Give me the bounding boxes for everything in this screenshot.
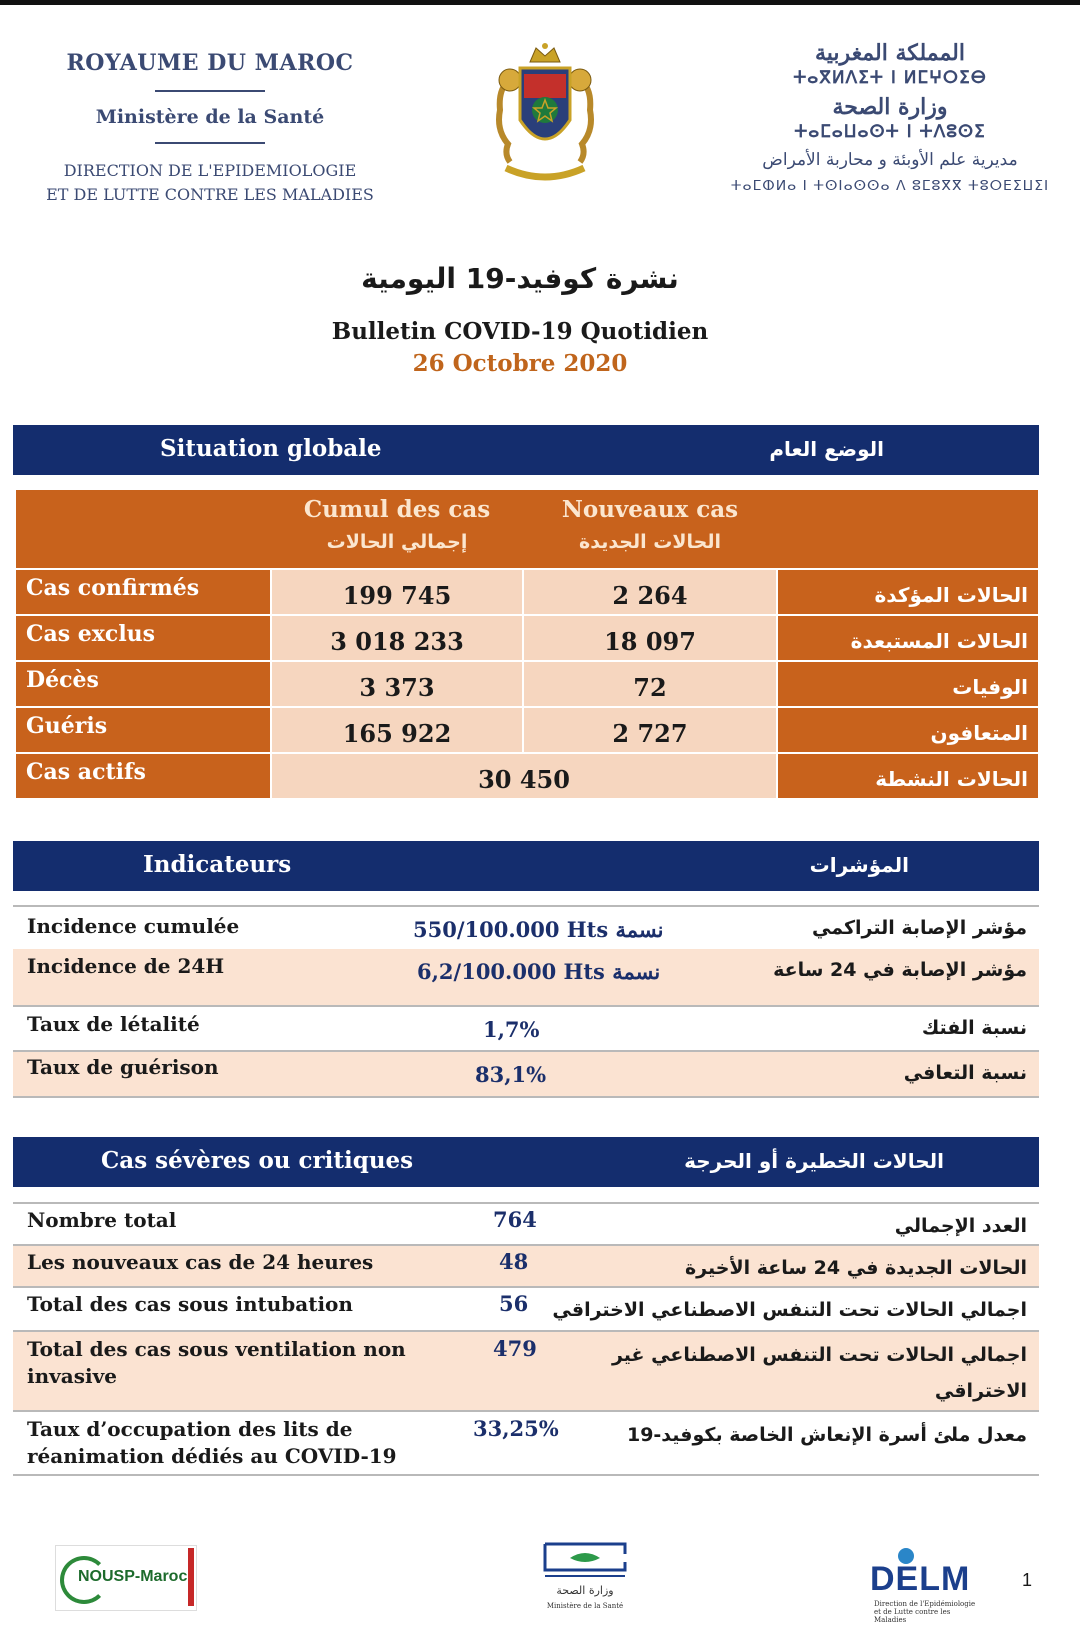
kingdom-name-fr: ROYAUME DU MAROC	[66, 50, 354, 76]
divider	[155, 142, 265, 144]
delm-logo-text: DELM	[870, 1560, 971, 1598]
row-label-ar: المتعافون	[778, 708, 1038, 752]
table-row-active	[16, 754, 1038, 798]
section-title-fr: Indicateurs	[143, 851, 292, 878]
new-value: 72	[524, 662, 776, 706]
row-label-ar: نسبة التعافي	[903, 1062, 1027, 1084]
header-left	[40, 50, 380, 208]
row-label-ar: معدل ملئ أسرة الإنعاش الخاصة بكوفيد-19	[626, 1424, 1027, 1446]
section-title-ar: الحالات الخطيرة أو الحرجة	[684, 1149, 944, 1173]
row-label-ar: العدد الإجمالي	[894, 1215, 1027, 1237]
nousp-logo-text: NOUSP-Maroc	[78, 1568, 188, 1585]
nousp-logo	[55, 1545, 197, 1611]
section-title-ar: الوضع العام	[769, 437, 884, 461]
table-row	[13, 1244, 1039, 1286]
col-cumul-ar: إجمالي الحالات	[326, 531, 468, 553]
delm-logo	[870, 1548, 980, 1624]
row-label-fr: Cas exclus	[16, 616, 270, 660]
section-title-fr: Cas sévères ou critiques	[101, 1147, 414, 1174]
row-label-ar: اجمالي الحالات تحت التنفس الاصطناعي الاختراقي	[552, 1299, 1027, 1321]
row-label-ar: مؤشر الإصابة في 24 ساعة	[773, 959, 1027, 981]
page-number: 1	[1022, 1570, 1033, 1590]
ministry-logo-ar: وزارة الصحة	[556, 1584, 614, 1597]
cumul-value: 3 018 233	[272, 616, 522, 660]
top-border	[0, 0, 1080, 5]
direction-name-tifinagh: ⵜⴰⵎⵀⵍⴰ ⵏ ⵜⵙⵏⴰⵙⵙⴰ ⴷ ⵓⵎⵓⴳⴳ ⵜⵓⵔⴹⵉⵡⵉⵏ	[730, 178, 1050, 194]
section-title-ar: المؤشرات	[809, 853, 909, 877]
ministry-name-tifinagh: ⵜⴰⵎⴰⵡⴰⵙⵜ ⵏ ⵜⴷⵓⵙⵉ	[794, 122, 986, 142]
table-row	[13, 1410, 1039, 1474]
row-value: 48	[499, 1249, 529, 1274]
new-value: 18 097	[524, 616, 776, 660]
col-new-ar: الحالات الجديدة	[579, 531, 721, 553]
row-label-fr-cont: réanimation dédiés au COVID-19	[27, 1444, 397, 1468]
row-label-ar: اجمالي الحالات تحت التنفس الاصطناعي غير	[611, 1344, 1027, 1366]
ministry-logo-icon	[540, 1540, 630, 1615]
bulletin-title-fr: Bulletin COVID-19 Quotidien	[331, 318, 709, 345]
col-cumul	[272, 496, 522, 553]
nousp-red-bar	[188, 1548, 194, 1606]
direction-name-ar: مديرية علم الأوبئة و محاربة الأمراض	[762, 150, 1018, 170]
cumul-value: 3 373	[272, 662, 522, 706]
delm-logo-subtitle: Direction de l'Epidémiologie et de Lutte contre les Maladies	[874, 1600, 976, 1624]
table-bottom-rule	[13, 1096, 1039, 1098]
bulletin-title-ar: نشرة كوفيد-19 اليومية	[361, 262, 679, 295]
row-label-fr: Total des cas sous intubation	[27, 1292, 353, 1316]
table-row	[13, 905, 1039, 949]
row-value: 33,25%	[473, 1416, 559, 1441]
severe-table	[13, 1202, 1039, 1476]
row-value: 479	[493, 1336, 537, 1361]
bulletin-date: 26 Octobre 2020	[412, 350, 628, 377]
row-value: 6,2/100.000 Hts نسمة	[417, 959, 661, 984]
section-title-fr: Situation globale	[160, 435, 382, 462]
row-label-fr: Cas confirmés	[16, 570, 270, 614]
section-header-severe	[13, 1137, 1039, 1187]
row-label-fr-cont: invasive	[27, 1364, 117, 1388]
kingdom-name-ar: المملكة المغربية	[815, 40, 965, 66]
row-label-ar: الحالات الجديدة في 24 ساعة الأخيرة	[684, 1257, 1027, 1279]
row-label-fr: Total des cas sous ventilation non	[27, 1337, 406, 1361]
ministry-name-ar: وزارة الصحة	[832, 94, 948, 120]
row-label-ar: الوفيات	[778, 662, 1038, 706]
row-label-ar: نسبة الفتك	[921, 1017, 1027, 1039]
row-value: 550/100.000 Hts نسمة	[413, 917, 664, 942]
cumul-value: 199 745	[272, 570, 522, 614]
indicators-table	[13, 905, 1039, 1098]
row-label-ar-cont: الاختراقي	[934, 1380, 1027, 1402]
row-label-fr: Les nouveaux cas de 24 heures	[27, 1250, 374, 1274]
row-label-fr: Incidence cumulée	[27, 914, 240, 938]
row-label-ar: الحالات المؤكدة	[778, 570, 1038, 614]
row-label-ar: الحالات المستبعدة	[778, 616, 1038, 660]
col-new-fr: Nouveaux cas	[561, 496, 739, 523]
table-bottom-rule	[13, 1474, 1039, 1476]
active-value: 30 450	[272, 754, 776, 798]
table-row	[13, 1202, 1039, 1244]
row-label-ar: مؤشر الإصابة التراكمي	[812, 917, 1027, 939]
table-row	[13, 1050, 1039, 1096]
col-cumul-fr: Cumul des cas	[303, 496, 491, 523]
direction-line-1: DIRECTION DE L'EPIDEMIOLOGIE	[63, 161, 357, 180]
kingdom-name-tifinagh: ⵜⴰⴳⵍⴷⵉⵜ ⵏ ⵍⵎⵖⵔⵉⴱ	[793, 68, 987, 88]
ministry-name-fr: Ministère de la Santé	[95, 106, 325, 128]
row-label-fr: Taux de guérison	[27, 1055, 219, 1079]
row-value: 764	[493, 1207, 537, 1232]
row-label-fr: Taux d’occupation des lits de	[27, 1417, 353, 1441]
situation-table	[16, 490, 1038, 798]
row-label-fr: Décès	[16, 662, 270, 706]
row-label-ar: الحالات النشطة	[778, 754, 1038, 798]
row-value: 83,1%	[475, 1062, 547, 1087]
row-label-fr: Guéris	[16, 708, 270, 752]
row-value: 1,7%	[483, 1017, 540, 1042]
row-label-fr: Incidence de 24H	[27, 954, 225, 978]
row-label-fr: Cas actifs	[16, 754, 270, 798]
situation-table-header	[16, 490, 1038, 568]
table-row	[16, 708, 1038, 752]
table-row	[16, 570, 1038, 614]
table-row	[16, 662, 1038, 706]
table-row	[13, 949, 1039, 1005]
section-header-indicators	[13, 841, 1039, 891]
row-value: 56	[499, 1291, 529, 1316]
table-row	[13, 1330, 1039, 1410]
row-label-fr: Taux de létalité	[27, 1012, 200, 1036]
table-row	[13, 1005, 1039, 1050]
ministry-logo-fr: Ministère de la Santé	[546, 1602, 624, 1610]
direction-line-2: ET DE LUTTE CONTRE LES MALADIES	[46, 185, 374, 204]
section-header-situation	[13, 425, 1039, 475]
table-row	[16, 616, 1038, 660]
header-right	[730, 40, 1050, 200]
divider	[155, 90, 265, 92]
row-label-fr: Nombre total	[27, 1208, 177, 1232]
new-value: 2 264	[524, 570, 776, 614]
moroccan-coat-of-arms-icon	[480, 40, 610, 190]
new-value: 2 727	[524, 708, 776, 752]
cumul-value: 165 922	[272, 708, 522, 752]
col-new	[524, 496, 776, 553]
table-row	[13, 1286, 1039, 1330]
